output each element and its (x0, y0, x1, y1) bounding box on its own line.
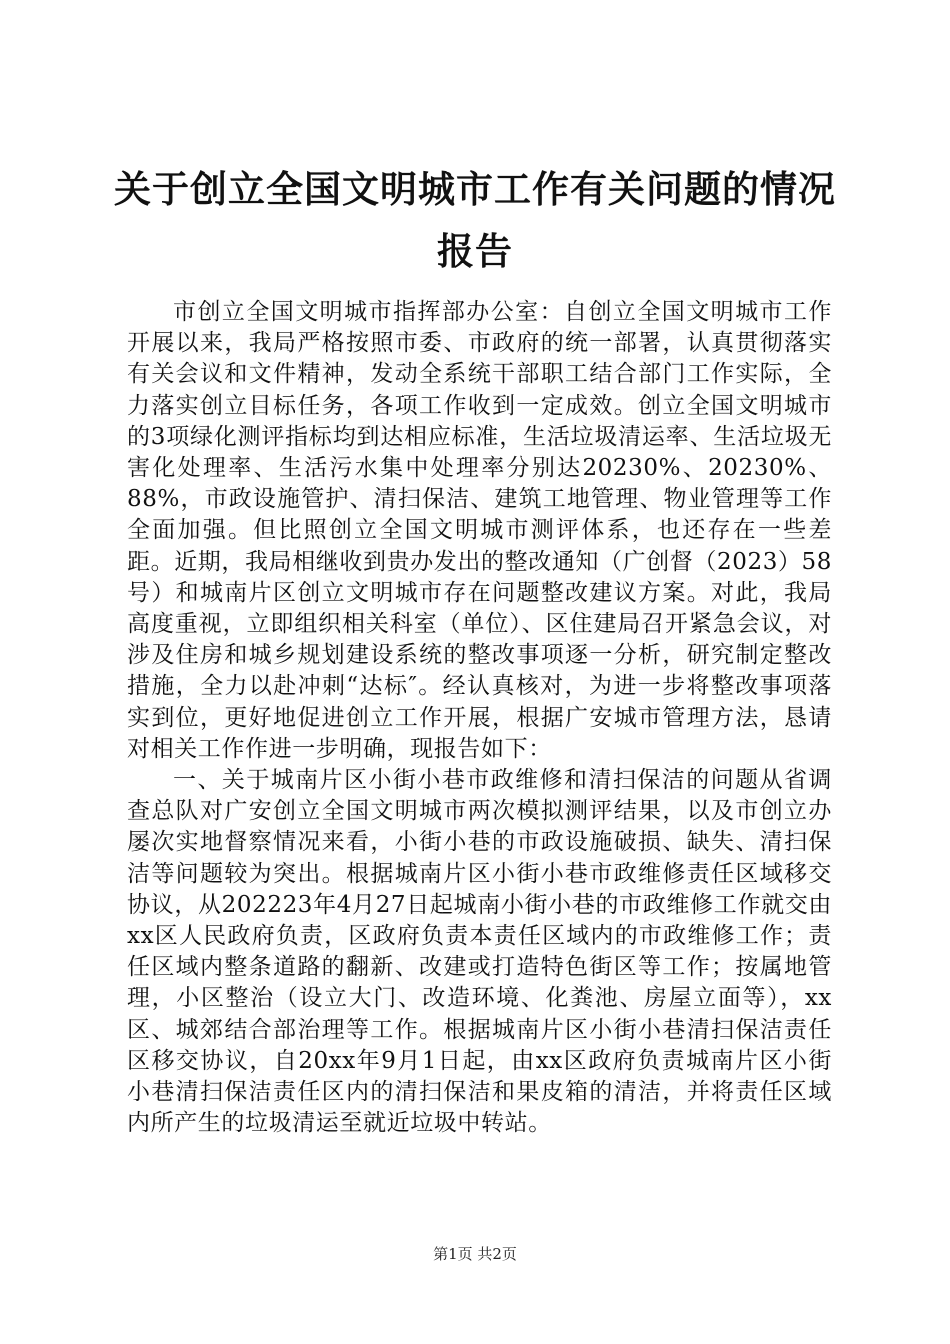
document-body (127, 297, 832, 1139)
page-footer: 第1页 共2页 (433, 1245, 517, 1263)
paragraph-intro: 市创立全国文明城市指挥部办公室：自创立全国文明城市工作开展以来，我局严格按照市委、市政府的统一部署，认真贯彻落实有关会议和文件精神，发动全系统干部职工结合部门工作实际，全力落实创立目标任务，各项工作收到一定成效。创立全国文明城市的3项绿化测评指标均到达相应标准，生活垃圾清运率、生活垃圾无害化处理率、生活污水集中处理率分别达20230%、20230%、88%，市政设施管护、清扫保洁、建筑工地管理、物业管理等工作全面加强。但比照创立全国文明城市测评体系，也还存在一些差距。近期，我局相继收到贵办发出的整改通知（广创督（2023）58号）和城南片区创立文明城市存在问题整改建议方案。对此，我局高度重视，立即组织相关科室（单位）、区住建局召开紧急会议，对涉及住房和城乡规划建设系统的整改事项逐一分析，研究制定整改措施，全力以赴冲刺“达标″。经认真核对，为进一步将整改事项落实到位，更好地促进创立工作开展，根据广安城市管理方法，恳请对相关工作作进一步明确，现报告如下： (127, 299, 832, 762)
paragraph-section-one: 一、关于城南片区小街小巷市政维修和清扫保洁的问题从省调查总队对广安创立全国文明城市两次模拟测评结果，以及市创立办屡次实地督察情况来看，小街小巷的市政设施破损、缺失、清扫保洁等问题较为突出。根据城南片区小街小巷市政维修责任区域移交协议，从202223年4月27日起城南小街小巷的市政维修工作就交由xx区人民政府负责，区政府负责本责任区域内的市政维修工作；责任区域内整条道路的翻新、改建或打造特色街区等工作；按属地管理，小区整治（设立大门、改造环境、化粪池、房屋立面等），xx区、城郊结合部治理等工作。根据城南片区小街小巷清扫保洁责任区移交协议，自20xx年9月1日起，由xx区政府负责城南片区小街小巷清扫保洁责任区内的清扫保洁和果皮箱的清洁，并将责任区域内所产生的垃圾清运至就近垃圾中转站。 (127, 767, 832, 1137)
document-title: 关于创立全国文明城市工作有关问题的情况报告 (114, 167, 836, 273)
